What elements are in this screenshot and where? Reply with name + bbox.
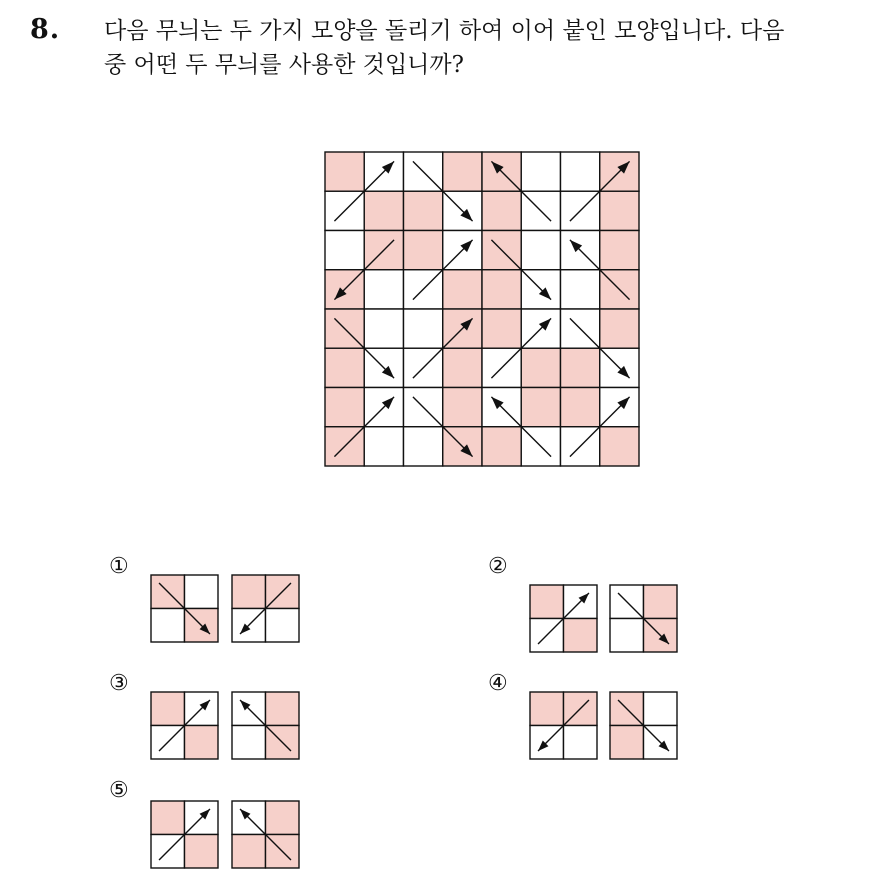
option-5-tile-2-cell-1	[266, 801, 300, 835]
option-4-tile-2-cell-1	[644, 692, 678, 726]
option-4-tile-1-cell-3	[564, 726, 598, 760]
option-4-label[interactable]: ④	[488, 671, 508, 696]
option-3-tile-2-cell-1	[266, 692, 300, 726]
question-text-line-1: 다음 무늬는 두 가지 모양을 돌리기 하여 이어 붙인 모양입니다. 다음	[104, 18, 785, 44]
option-4-tile-2-cell-2	[610, 726, 644, 760]
option-1-tile-1-cell-2	[151, 609, 185, 643]
option-1-label[interactable]: ①	[109, 554, 129, 579]
option-3-label[interactable]: ③	[109, 671, 129, 696]
option-1-tile-2-cell-3	[266, 609, 300, 643]
question-text-line-2: 중 어떤 두 무늬를 사용한 것입니까?	[104, 52, 464, 78]
option-3-tile-1-cell-0	[151, 692, 185, 726]
option-5-label[interactable]: ⑤	[109, 778, 129, 803]
option-2-label[interactable]: ②	[488, 554, 508, 579]
option-3-tile-1-cell-3	[185, 726, 219, 760]
option-5-tile-1-cell-3	[185, 835, 219, 869]
option-2-tile-1-cell-3	[564, 619, 598, 653]
option-2-tile-2-cell-2	[610, 619, 644, 653]
option-1-tile-1-cell-1	[185, 575, 219, 609]
option-4-tile-1-cell-0	[530, 692, 564, 726]
option-2-tile-2-cell-1	[644, 585, 678, 619]
question-number: 8.	[30, 14, 61, 45]
option-3-tile-2-cell-2	[232, 726, 266, 760]
option-1-tile-2-cell-0	[232, 575, 266, 609]
option-5-tile-2-cell-2	[232, 835, 266, 869]
option-5-tile-1-cell-0	[151, 801, 185, 835]
option-2-tile-1-cell-0	[530, 585, 564, 619]
